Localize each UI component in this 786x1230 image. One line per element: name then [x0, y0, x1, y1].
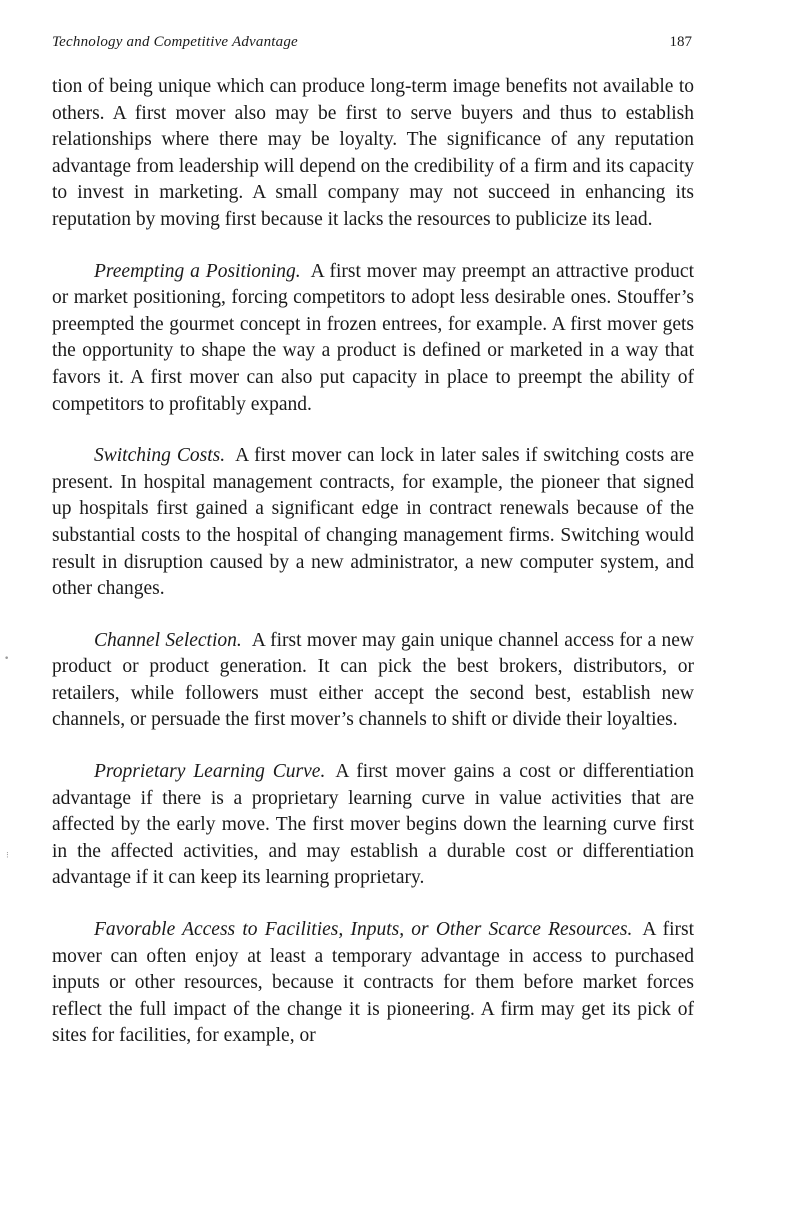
- paragraph-subhead: Proprietary Learning Curve.: [94, 761, 326, 783]
- paragraph-channel-selection: [52, 628, 694, 734]
- paragraph-subhead: Switching Costs.: [94, 445, 226, 467]
- paragraph-text: A first mover may gain unique channel access for a new product or product generation. It can pick the best brokers, distributors, or retailers, while followers must either accept the second best, establish new channels, or persuade the first mover’s channels to shift or divide their loyalties.: [52, 629, 694, 731]
- paragraph-preempting-positioning: [52, 259, 694, 419]
- paragraph-favorable-access: [52, 917, 694, 1050]
- paragraph-subhead: Preempting a Positioning.: [94, 260, 301, 282]
- scan-speck: •: [4, 654, 10, 664]
- paragraph-text: A first mover can lock in later sales if switching costs are present. In hospital management contracts, for example, the pioneer that signed up hospitals first gained a significant edge in contract renewals because of the substantial costs to the hospital of changing management firms. Switching would result in disruption caused by a new administrator, a new computer system, and other changes.: [52, 445, 694, 600]
- running-head-title: Technology and Competitive Advantage: [52, 34, 298, 50]
- paragraph-proprietary-learning-curve: [52, 759, 694, 892]
- scan-speck: ⁝: [6, 851, 9, 861]
- page-number: 187: [669, 34, 692, 50]
- paragraph-text: A first mover may preempt an attractive product or market positioning, forcing competitors to adopt less desirable ones. Stouffer’s preempted the gourmet concept in frozen entrees, for example. A first mover gets the opportunity to shape the way a product is defined or marketed in a way that favors it. A first mover can also put capacity in place to preempt the ability of competitors to profitably expand.: [52, 260, 694, 415]
- running-head: [52, 34, 694, 60]
- paragraph-text: A first mover can often enjoy at least a temporary advantage in access to purchased inputs or other resources, because it contracts for them before market forces reflect the full impact of the change it is pioneering. A firm may get its pick of sites for facilities, for example, or: [52, 919, 695, 1047]
- book-page: [52, 34, 694, 1050]
- paragraph-text: A first mover gains a cost or differentiation advantage if there is a proprietary learning curve in value activities that are affected by the early move. The first mover begins down the learning curve first in the affected activities, and may establish a durable cost or differentiation advantage if it can keep its learning proprietary.: [52, 761, 694, 889]
- paragraph-subhead: Favorable Access to Facilities, Inputs, or Other Scarce Resources.: [94, 919, 633, 941]
- paragraph-subhead: Channel Selection.: [94, 629, 242, 651]
- paragraph-continued: [52, 74, 694, 234]
- paragraph-switching-costs: [52, 443, 694, 603]
- paragraph-text: tion of being unique which can produce long-term image benefits not available to others. A first mover also may be first to serve buyers and thus to establish relationships where there may be loyalty. The significance of any reputation advantage from leadership will depend on the credibility of a firm and its capacity to invest in marketing. A small company may not succeed in enhancing its reputation by moving first because it lacks the resources to publicize its lead.: [52, 76, 694, 230]
